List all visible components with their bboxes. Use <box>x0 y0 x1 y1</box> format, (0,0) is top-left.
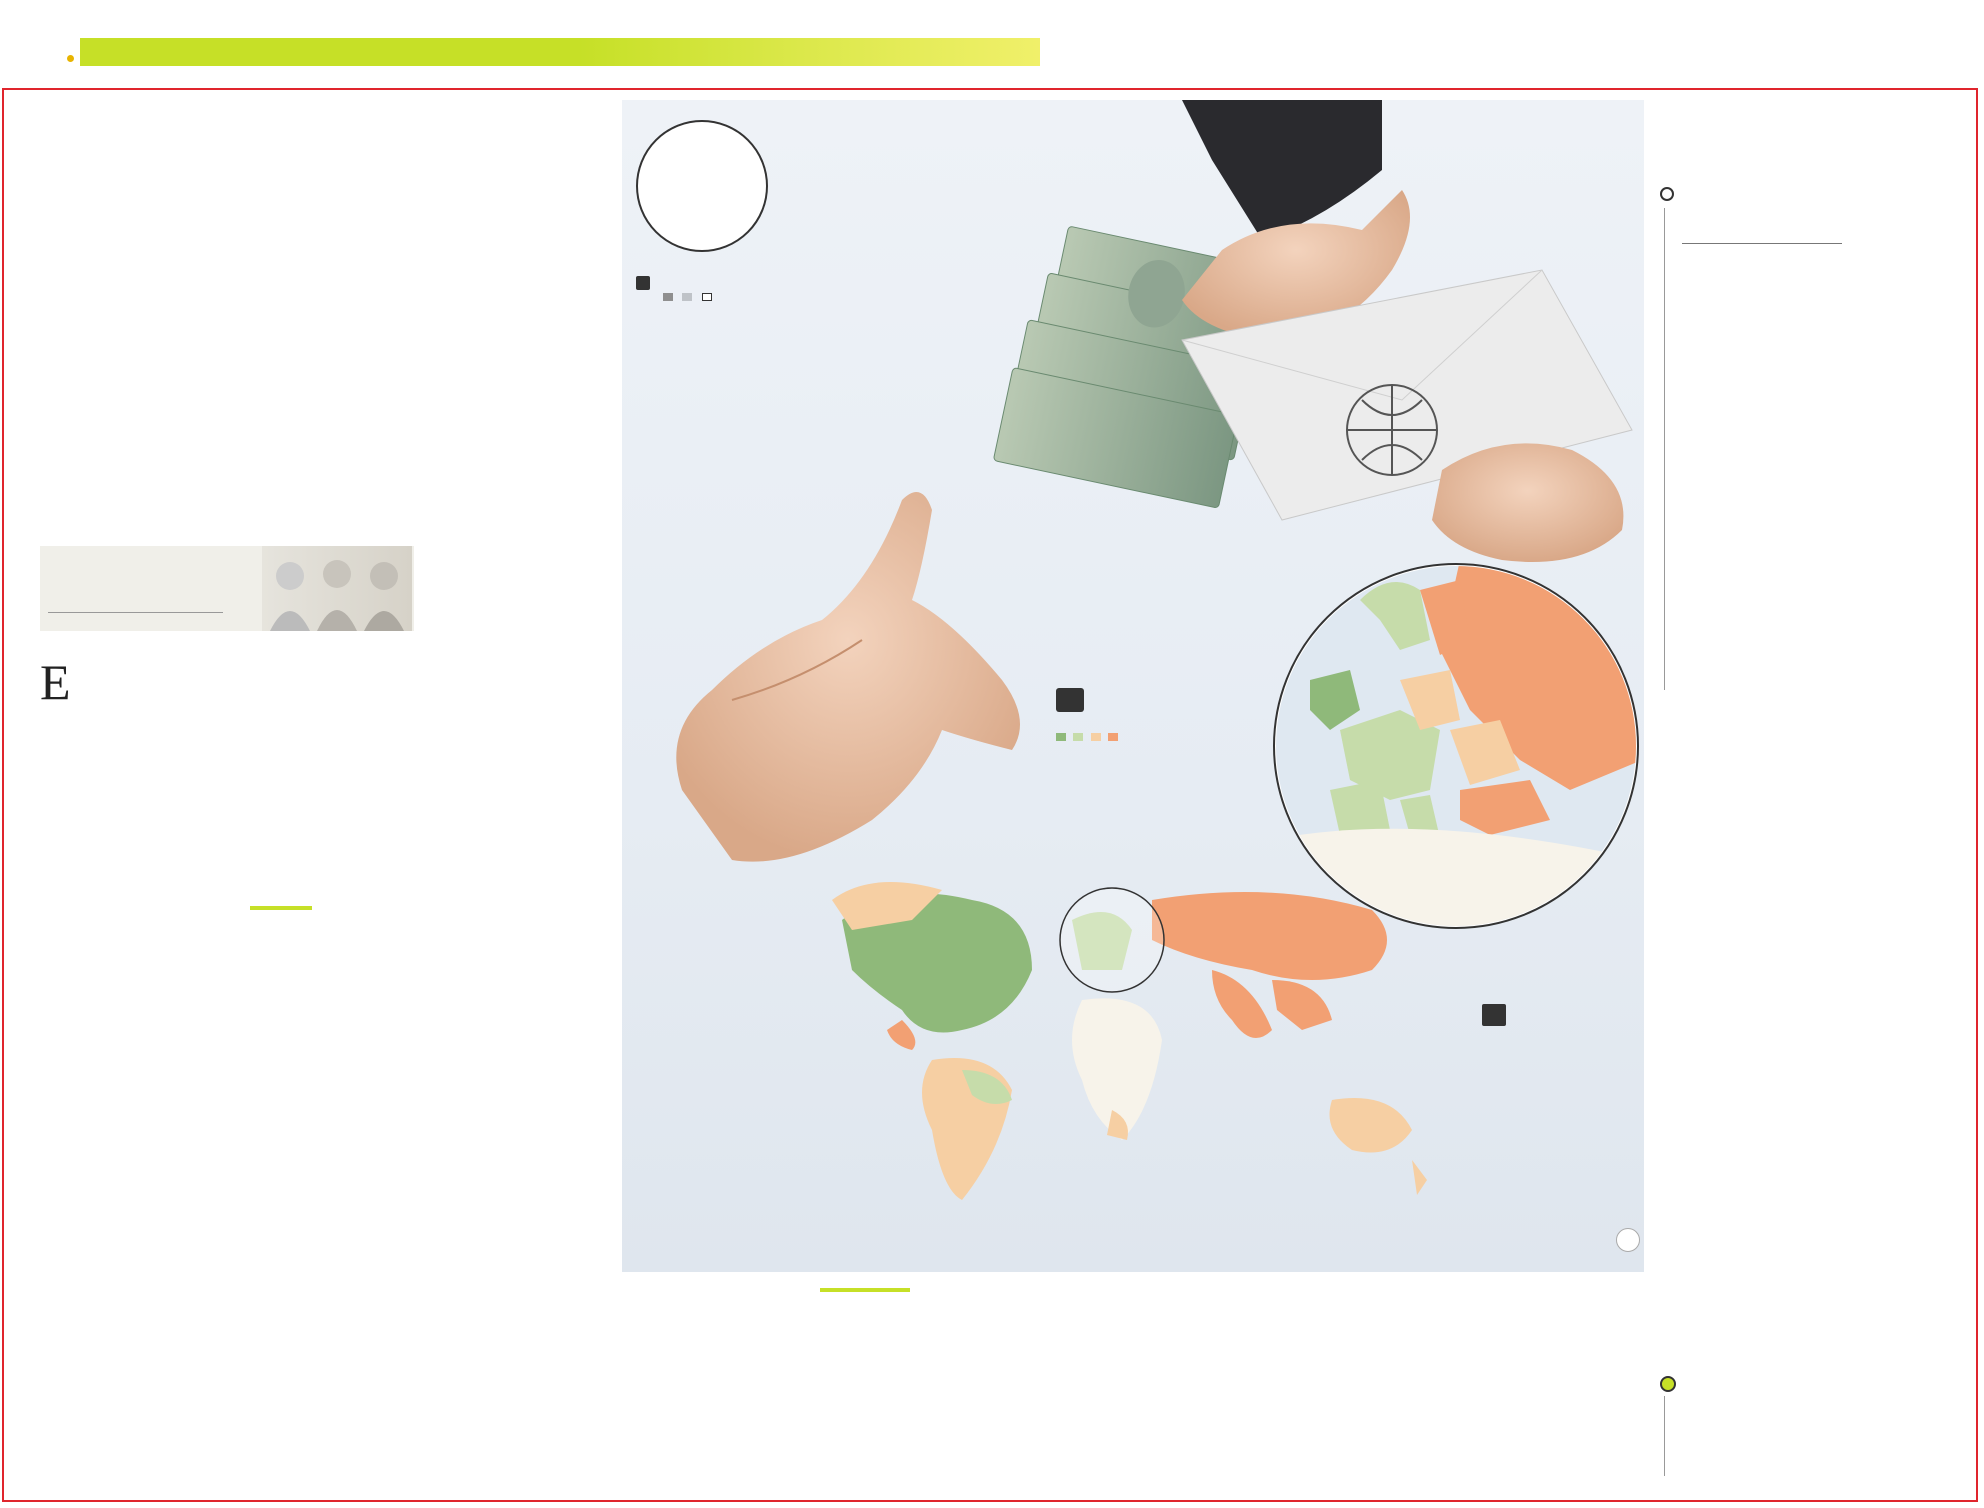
header-green-band <box>80 38 1040 66</box>
header-bar <box>0 38 1040 66</box>
body-column-6 <box>1074 1290 1254 1294</box>
claves-icon <box>1660 187 1674 201</box>
modify-icon <box>1482 1004 1506 1026</box>
author-photo-graphic <box>262 546 412 631</box>
body-column-4 <box>622 1290 802 1292</box>
byline-rule <box>48 612 223 613</box>
infographic-panel <box>622 100 1644 1272</box>
byline-box <box>40 546 414 631</box>
legend-swatch-limited <box>1091 733 1101 741</box>
legend-swatch-active <box>1056 733 1066 741</box>
body-column-8 <box>1462 1290 1642 1292</box>
body-column-2 <box>250 660 415 662</box>
infographic-logo <box>1616 1228 1640 1252</box>
logo-dot <box>67 55 74 62</box>
dropcap: E <box>40 654 71 710</box>
definitiva-icon <box>1660 1376 1676 1392</box>
body-column-3 <box>430 546 608 550</box>
efforts-legend <box>1056 732 1121 741</box>
definitiva-vline <box>1664 1396 1665 1476</box>
claves-vline <box>1664 208 1665 690</box>
author-photo <box>262 546 412 631</box>
legend-swatch-null <box>1108 733 1118 741</box>
body-column-2b <box>250 1055 415 1057</box>
legend-swatch-moderate <box>1073 733 1083 741</box>
body-column-9 <box>1688 700 1860 702</box>
claves-rule <box>1682 243 1842 244</box>
efforts-icon <box>1056 688 1084 712</box>
body-column-1 <box>40 654 218 710</box>
world-map <box>812 880 1452 1210</box>
europe-zoom-map <box>1270 560 1642 932</box>
stat-rule <box>250 906 312 910</box>
body-column-7 <box>1268 1290 1448 1292</box>
efforts-pct-groups <box>1056 772 1306 842</box>
quote-rule <box>820 1288 910 1292</box>
